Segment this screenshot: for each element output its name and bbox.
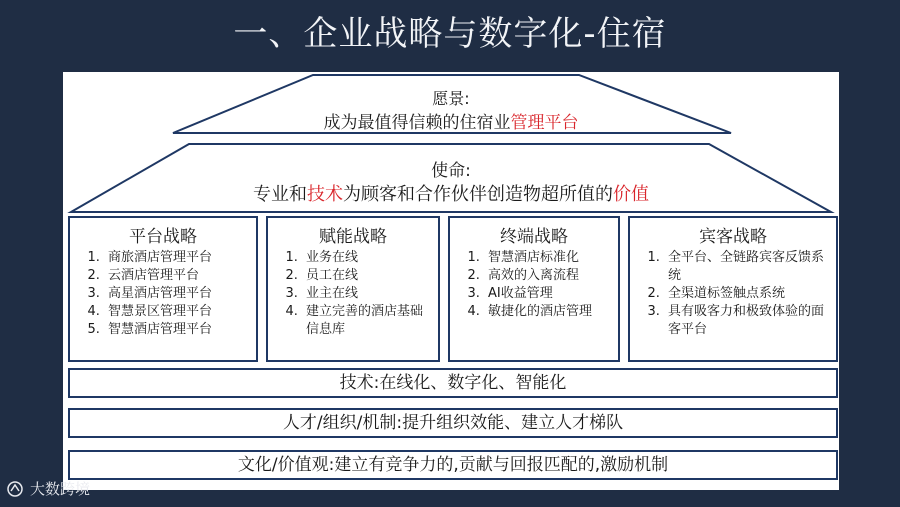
talent-bar: 人才/组织/机制:提升组织效能、建立人才梯队	[68, 408, 838, 438]
list-item: 4. 敏捷化的酒店管理	[484, 303, 614, 321]
mission-text-1: 专业和	[253, 184, 307, 205]
list-item: 2. 高效的入离流程	[484, 267, 614, 285]
mission-text-2: 为顾客和合作伙伴创造物超所值的	[343, 184, 613, 205]
list-item: 3. 高星酒店管理平台	[104, 285, 252, 303]
list-item: 2. 员工在线	[302, 267, 434, 285]
list-item: 1. 商旅酒店管理平台	[104, 249, 252, 267]
mission-highlight-tech: 技术	[307, 184, 343, 205]
list-item: 3. 具有吸客力和极致体验的面客平台	[664, 303, 832, 339]
mission-highlight-value: 价值	[613, 184, 649, 205]
list-item: 5. 智慧酒店管理平台	[104, 321, 252, 339]
watermark-text: 大数跨境	[30, 480, 91, 498]
strategy-list	[450, 249, 618, 321]
watermark	[6, 478, 90, 499]
strategy-title: 赋能战略	[319, 227, 387, 247]
list-item: 2. 云酒店管理平台	[104, 267, 252, 285]
list-item: 1. 智慧酒店标准化	[484, 249, 614, 267]
vision-text: 成为最值得信赖的住宿业	[323, 113, 511, 133]
brand-logo-icon	[6, 480, 24, 498]
strategy-platform	[68, 216, 258, 362]
strategy-empowerment	[266, 216, 440, 362]
page-title: 一、企业战略与数字化-住宿	[233, 14, 667, 54]
culture-bar: 文化/价值观:建立有竞争力的,贡献与回报匹配的,激励机制	[68, 450, 838, 480]
mission-statement	[63, 180, 839, 206]
strategy-terminal	[448, 216, 620, 362]
list-item: 1. 业务在线	[302, 249, 434, 267]
vision-heading: 愿景:	[432, 89, 470, 108]
vision-highlight: 管理平台	[510, 113, 579, 133]
mission-heading: 使命:	[431, 161, 471, 181]
strategy-guest	[628, 216, 838, 362]
list-item: 4. 智慧景区管理平台	[104, 303, 252, 321]
strategy-panel	[63, 72, 839, 490]
vision-statement	[63, 108, 839, 133]
strategy-title: 平台战略	[129, 227, 197, 247]
list-item: 2. 全渠道标签触点系统	[664, 285, 832, 303]
list-item: 4. 建立完善的酒店基础信息库	[302, 303, 434, 339]
strategy-title: 宾客战略	[699, 227, 767, 247]
technology-bar: 技术:在线化、数字化、智能化	[68, 368, 838, 398]
list-item: 3. AI收益管理	[484, 285, 614, 303]
list-item: 3. 业主在线	[302, 285, 434, 303]
strategy-list	[268, 249, 438, 339]
strategy-title: 终端战略	[500, 227, 568, 247]
list-item: 1. 全平台、全链路宾客反馈系统	[664, 249, 832, 285]
strategy-list	[70, 249, 256, 339]
strategy-list	[630, 249, 836, 339]
